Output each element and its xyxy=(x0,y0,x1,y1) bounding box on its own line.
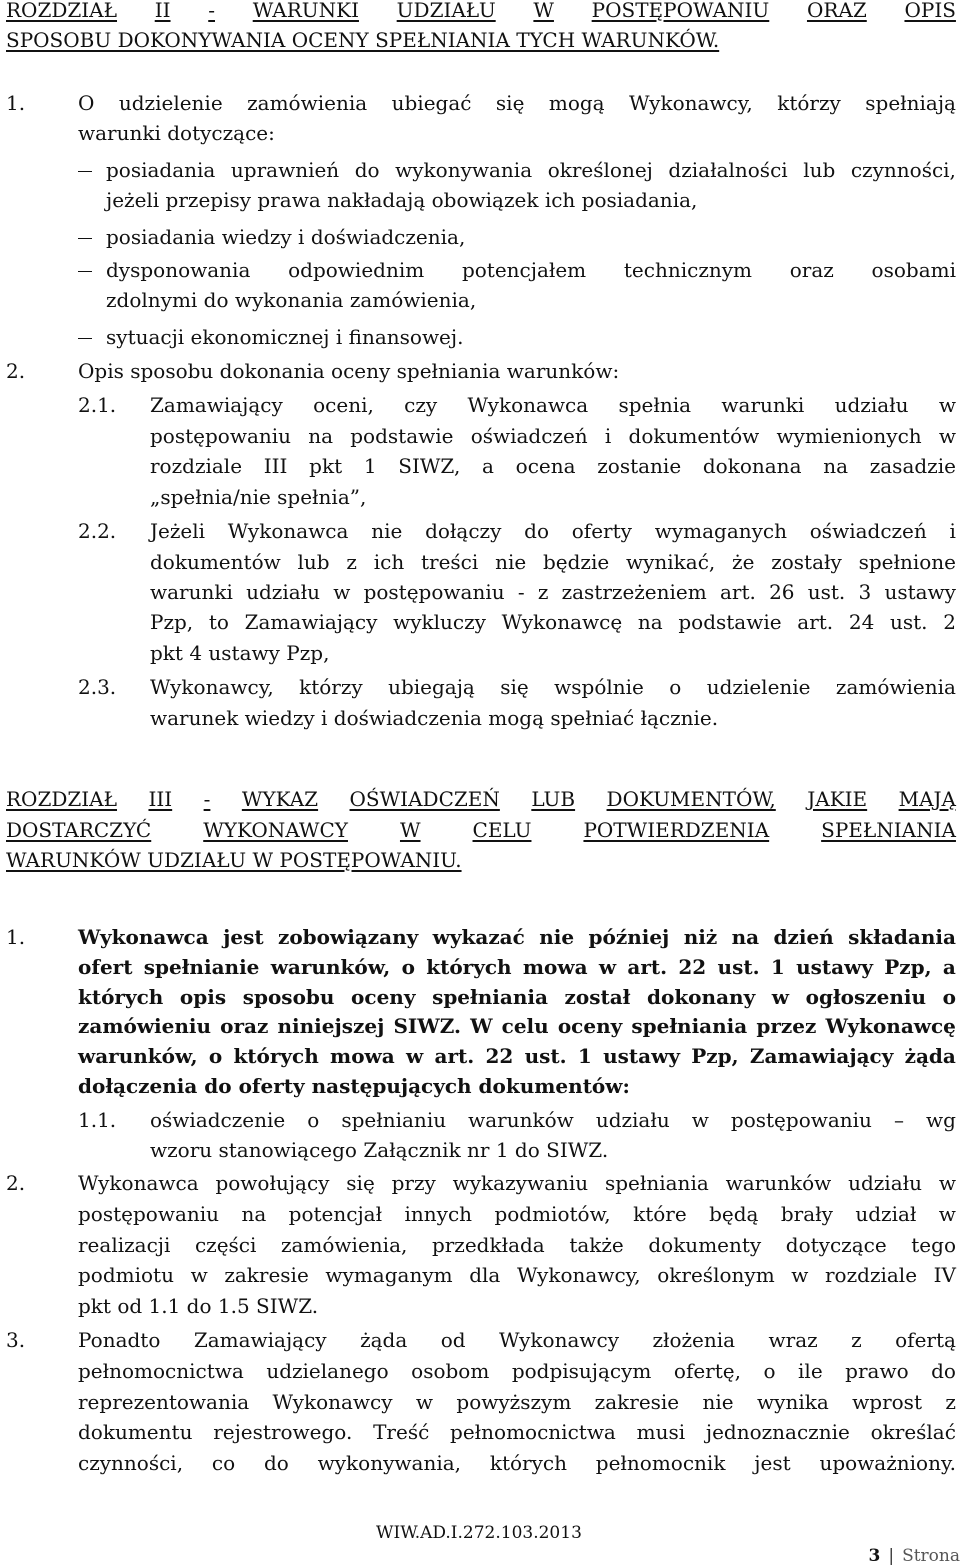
bullet-line: sytuacji ekonomicznej i finansowej. xyxy=(106,325,464,349)
subitem-number: 2.2. xyxy=(78,519,117,543)
item3-line: Ponadto Zamawiający żąda od Wykonawcy złożenia wraz z ofertą xyxy=(78,1328,956,1352)
bullet-dash xyxy=(78,338,92,339)
item1-bold-line: ofert spełnianie warunków, o których mowa w art. 22 ust. 1 ustawy Pzp, a xyxy=(78,955,956,979)
page-number: 3 xyxy=(868,1546,881,1566)
item3-line: czynności, co do wykonywania, których pełnomocnik jest upoważniony. xyxy=(78,1451,956,1475)
item-number: 2. xyxy=(6,1171,26,1195)
section3-heading-line2: DOSTARCZYĆ WYKONAWCY W CELU POTWIERDZENIA SPEŁNIANIA xyxy=(6,818,956,842)
item-number: 1. xyxy=(6,91,26,115)
footer-doc-id: WIW.AD.I.272.103.2013 xyxy=(376,1523,582,1543)
bullet-dash xyxy=(78,171,92,172)
subitem-line: warunek wiedzy i doświadczenia mogą spełniać łącznie. xyxy=(150,706,719,730)
item2-line: postępowaniu na potencjał innych podmiotów, które będą brały udział w xyxy=(78,1202,956,1226)
subitem-line: Jeżeli Wykonawca nie dołączy do oferty wymaganych oświadczeń i xyxy=(150,519,956,543)
section2-heading-line1: ROZDZIAŁ II - WARUNKI UDZIAŁU W POSTĘPOWANIU ORAZ OPIS xyxy=(6,0,956,22)
subitem-number: 2.3. xyxy=(78,675,117,699)
subitem-line: wzoru stanowiącego Załącznik nr 1 do SIWZ. xyxy=(150,1138,609,1162)
bullet-line: posiadania wiedzy i doświadczenia, xyxy=(106,225,466,249)
item2-text: Opis sposobu dokonania oceny spełniania warunków: xyxy=(78,359,620,383)
item1-line: warunki dotyczące: xyxy=(78,121,275,145)
subitem-line: oświadczenie o spełnianiu warunków udziału w postępowaniu – wg xyxy=(150,1108,956,1132)
section3-heading-line1: ROZDZIAŁ III - WYKAZ OŚWIADCZEŃ LUB DOKUMENTÓW, JAKIE MAJĄ xyxy=(6,787,956,811)
subitem-number: 1.1. xyxy=(78,1108,117,1132)
item-number: 1. xyxy=(6,925,26,949)
item-number: 2. xyxy=(6,359,26,383)
page-separator: | xyxy=(888,1546,895,1566)
bullet-dash xyxy=(78,238,92,239)
item2-line: podmiotu w zakresie wymaganym dla Wykonawcy, określonym w rozdziale IV xyxy=(78,1263,956,1287)
subitem-line: „spełnia/nie spełnia”, xyxy=(150,485,367,509)
bullet-line: dysponowania odpowiednim potencjałem technicznym oraz osobami xyxy=(106,258,956,282)
subitem-line: pkt 4 ustawy Pzp, xyxy=(150,641,330,665)
bullet-line: jeżeli przepisy prawa nakładają obowiązek ich posiadania, xyxy=(106,188,698,212)
bullet-dash xyxy=(78,271,92,272)
section3-heading-line3: WARUNKÓW UDZIAŁU W POSTĘPOWANIU. xyxy=(6,848,462,872)
item2-line: realizacji części zamówienia, przedkłada także dokumenty dotyczące tego xyxy=(78,1233,956,1257)
item3-line: reprezentowania Wykonawcy w powyższym zakresie nie wynika wprost z xyxy=(78,1390,956,1414)
subitem-line: rozdziale III pkt 1 SIWZ, a ocena zostanie dokonana na zasadzie xyxy=(150,454,956,478)
subitem-line: postępowaniu na podstawie oświadczeń i dokumentów wymienionych w xyxy=(150,424,956,448)
subitem-line: dokumentów lub z ich treści nie będzie wynikać, że zostały spełnione xyxy=(150,550,956,574)
subitem-line: Zamawiający oceni, czy Wykonawca spełnia warunki udziału w xyxy=(150,393,956,417)
item1-bold-line: warunków, o których mowa w art. 22 ust. 1 ustawy Pzp, Zamawiający żąda xyxy=(78,1044,956,1068)
subitem-line: warunki udziału w postępowaniu - z zastrzeżeniem art. 26 ust. 3 ustawy xyxy=(150,580,956,604)
item3-line: dokumentu rejestrowego. Treść pełnomocnictwa musi jednoznacznie określać xyxy=(78,1420,956,1444)
item1-line: O udzielenie zamówienia ubiegać się mogą Wykonawcy, którzy spełniają xyxy=(78,91,956,115)
page-label: Strona xyxy=(902,1546,960,1566)
item1-bold-line: Wykonawca jest zobowiązany wykazać nie później niż na dzień składania xyxy=(78,925,956,949)
subitem-line: Wykonawcy, którzy ubiegają się wspólnie o udzielenie zamówienia xyxy=(150,675,956,699)
item1-bold-line: dołączenia do oferty następujących dokumentów: xyxy=(78,1074,630,1098)
item1-bold-line: zamówieniu oraz niniejszej SIWZ. W celu oceny spełniania przez Wykonawcę xyxy=(78,1014,956,1038)
footer-page-number xyxy=(868,1546,960,1566)
item2-line: Wykonawca powołujący się przy wykazywaniu spełniania warunków udziału w xyxy=(78,1171,956,1195)
item1-bold-line: których opis sposobu oceny spełniania został dokonany w ogłoszeniu o xyxy=(78,985,956,1009)
item2-line: pkt od 1.1 do 1.5 SIWZ. xyxy=(78,1294,319,1318)
subitem-number: 2.1. xyxy=(78,393,117,417)
section2-heading-line2: SPOSOBU DOKONYWANIA OCENY SPEŁNIANIA TYCH WARUNKÓW. xyxy=(6,28,720,52)
bullet-line: zdolnymi do wykonania zamówienia, xyxy=(106,288,477,312)
subitem-line: Pzp, to Zamawiający wykluczy Wykonawcę na podstawie art. 24 ust. 2 xyxy=(150,610,956,634)
bullet-line: posiadania uprawnień do wykonywania określonej działalności lub czynności, xyxy=(106,158,956,182)
item-number: 3. xyxy=(6,1328,26,1352)
item3-line: pełnomocnictwa udzielanego osobom podpisującym ofertę, o ile prawo do xyxy=(78,1359,956,1383)
